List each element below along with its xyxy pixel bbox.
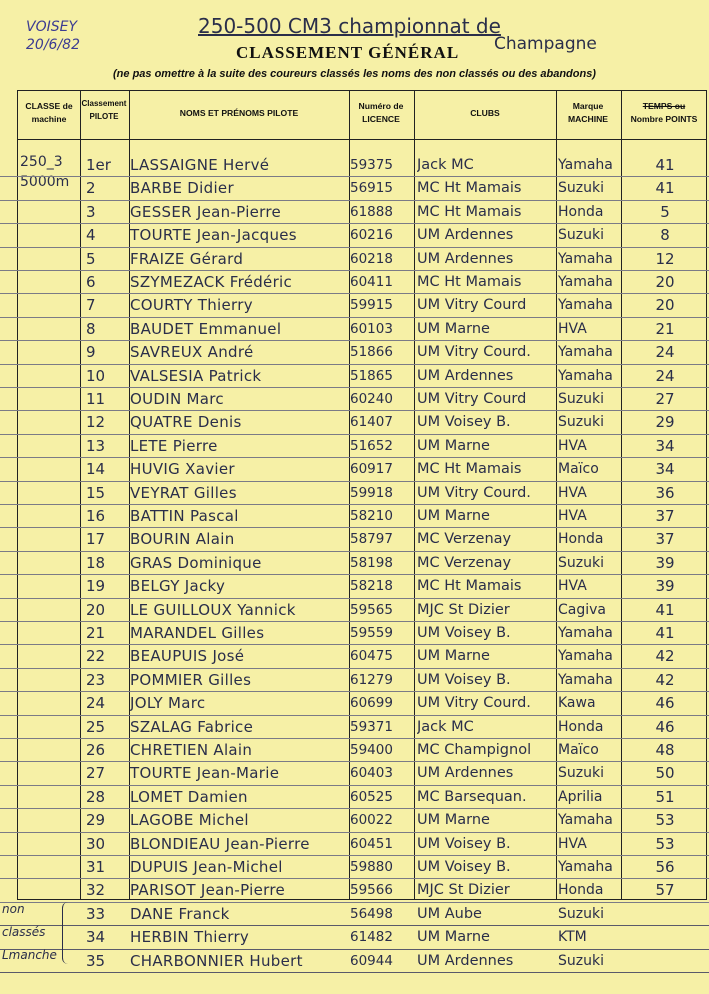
name-cell: BLONDIEAU Jean-Pierre: [130, 834, 310, 853]
unclassified-note-line3: Lmanche: [2, 948, 57, 962]
rank-cell: 23: [86, 670, 106, 689]
marque-cell: Yamaha: [558, 250, 613, 267]
marque-cell: Suzuki: [558, 180, 604, 197]
licence-cell: 61407: [350, 414, 393, 431]
name-cell: SZYMEZACK Frédéric: [130, 273, 293, 291]
name-cell: LE GUILLOUX Yannick: [130, 600, 296, 619]
table-row: [0, 644, 709, 668]
table-row: [0, 715, 709, 739]
name-cell: SZALAG Fabrice: [130, 717, 254, 736]
licence-cell: 51652: [350, 437, 393, 454]
header-divider: [18, 139, 706, 140]
club-cell: UM Marne: [417, 437, 490, 454]
rank-cell: 16: [86, 507, 106, 525]
licence-cell: 61279: [350, 671, 393, 688]
table-row: [0, 153, 709, 177]
table-row: [0, 457, 709, 481]
table-row: [0, 691, 709, 715]
rank-cell: 10: [86, 366, 106, 385]
name-cell: LETE Pierre: [130, 436, 218, 455]
points-cell: 53: [655, 811, 675, 830]
rank-cell: 11: [86, 390, 106, 408]
points-cell: 24: [655, 343, 675, 362]
licence-cell: 61888: [350, 203, 393, 220]
licence-cell: 59565: [350, 601, 393, 618]
points-cell: 41: [655, 624, 675, 642]
licence-cell: 59915: [350, 297, 393, 314]
marque-cell: Yamaha: [558, 812, 613, 829]
table-row: [0, 364, 709, 388]
top-note: [26, 18, 116, 54]
name-cell: BAUDET Emmanuel: [130, 319, 282, 338]
instruction-text: (ne pas omettre à la suite des coureurs classés les noms des non classés ou des abandons): [113, 68, 596, 80]
name-cell: LAGOBE Michel: [130, 811, 249, 830]
club-cell: MC Ht Mamais: [417, 578, 522, 595]
marque-cell: HVA: [558, 508, 587, 524]
name-cell: BEAUPUIS José: [130, 647, 245, 666]
rank-cell: 21: [86, 624, 106, 642]
club-cell: MJC St Dizier: [417, 601, 510, 618]
name-cell: BOURIN Alain: [130, 530, 235, 549]
rank-cell: 25: [86, 717, 106, 736]
marque-cell: Yamaha: [558, 648, 613, 665]
name-cell: GESSER Jean-Pierre: [130, 202, 282, 221]
rank-cell: 5: [86, 249, 96, 268]
licence-cell: 60525: [350, 788, 393, 805]
rank-cell: 13: [86, 436, 106, 455]
unclassified-row: [0, 925, 709, 949]
club-cell: UM Voisey B.: [417, 625, 511, 641]
name-cell: LOMET Damien: [130, 787, 248, 806]
licence-cell: 58218: [350, 578, 393, 595]
marque-cell: Suzuki: [558, 391, 604, 407]
table-row: [0, 293, 709, 317]
marque-cell: HVA: [558, 578, 587, 595]
licence-cell: 60451: [350, 835, 393, 852]
club-cell: UM Ardennes: [417, 367, 514, 384]
marque-cell: Suzuki: [558, 414, 604, 431]
marque-cell: Suzuki: [558, 905, 604, 922]
rank-cell: 15: [86, 483, 106, 502]
club-cell: UM Marne: [417, 812, 490, 829]
unclassified-row: [0, 949, 709, 973]
name-cell: BARBE Didier: [130, 179, 234, 198]
marque-cell: Honda: [558, 203, 604, 220]
club-cell: UM Marne: [417, 508, 490, 524]
licence-cell: 61482: [350, 929, 393, 946]
licence-cell: 59400: [350, 742, 393, 758]
region-note: Champagne: [494, 34, 597, 54]
points-cell: 48: [655, 741, 675, 759]
name-cell: JOLY Marc: [130, 694, 206, 713]
name-cell: MARANDEL Gilles: [130, 624, 265, 642]
marque-cell: Yamaha: [558, 297, 613, 314]
points-cell: 42: [655, 670, 675, 689]
points-cell: 57: [655, 881, 675, 900]
rank-cell: 9: [86, 343, 96, 362]
licence-cell: 56915: [350, 180, 393, 197]
licence-cell: 60218: [350, 250, 393, 267]
header-points-label: Nombre POINTS: [630, 114, 698, 124]
rank-cell: 14: [86, 460, 106, 479]
title-line: 250-500 CM3 championnat de: [198, 14, 501, 38]
licence-cell: 59918: [350, 484, 393, 501]
table-row: [0, 340, 709, 364]
rank-cell: 35: [86, 951, 106, 970]
header-clubs: CLUBS: [470, 108, 500, 118]
points-cell: 50: [655, 764, 675, 783]
marque-cell: Honda: [558, 882, 604, 899]
table-row: [0, 574, 709, 598]
licence-cell: 59880: [350, 859, 393, 875]
points-cell: 56: [655, 858, 675, 876]
table-row: [0, 270, 709, 294]
marque-cell: Maïco: [558, 461, 599, 478]
table-row: [0, 504, 709, 528]
rank-cell: 31: [86, 858, 106, 876]
marque-cell: Suzuki: [558, 554, 604, 571]
club-cell: UM Ardennes: [417, 765, 514, 782]
points-cell: 27: [655, 390, 675, 408]
header-temps-struck: TEMPS ou: [642, 101, 686, 111]
licence-cell: 58797: [350, 531, 393, 548]
rank-cell: 24: [86, 694, 106, 713]
rank-cell: 2: [86, 179, 96, 198]
club-cell: UM Voisey B.: [417, 859, 511, 875]
table-row: [0, 598, 709, 622]
points-cell: 20: [655, 273, 675, 291]
unclassified-note-line2: classés: [2, 925, 46, 939]
table-row: [0, 200, 709, 224]
club-cell: MJC St Dizier: [417, 882, 510, 899]
club-cell: UM Voisey B.: [417, 835, 511, 852]
points-cell: 12: [655, 249, 675, 268]
rank-cell: 7: [86, 296, 96, 315]
table-row: [0, 387, 709, 411]
club-cell: Jack MC: [417, 718, 474, 735]
table-row: [0, 527, 709, 551]
points-cell: 34: [655, 460, 675, 479]
club-cell: UM Voisey B.: [417, 414, 511, 431]
table-row: [0, 410, 709, 434]
rank-cell: 32: [86, 881, 106, 900]
name-cell: OUDIN Marc: [130, 390, 224, 408]
licence-cell: 59371: [350, 718, 393, 735]
name-cell: CHRETIEN Alain: [130, 741, 253, 759]
licence-cell: 60475: [350, 648, 393, 665]
points-cell: 41: [655, 179, 675, 198]
licence-cell: 60411: [350, 274, 393, 290]
club-cell: UM Marne: [417, 648, 490, 665]
table-row: [0, 668, 709, 692]
rank-cell: 17: [86, 530, 106, 549]
club-cell: MC Verzenay: [417, 531, 512, 548]
rank-cell: 34: [86, 928, 106, 947]
name-cell: DANE Franck: [130, 904, 230, 923]
rank-cell: 12: [86, 413, 106, 432]
name-cell: TOURTE Jean-Marie: [130, 764, 280, 783]
points-cell: 37: [655, 530, 675, 549]
marque-cell: Suzuki: [558, 952, 604, 969]
rank-cell: 1er: [86, 156, 111, 174]
club-cell: UM Ardennes: [417, 227, 514, 244]
name-cell: BATTIN Pascal: [130, 507, 239, 525]
marque-cell: Honda: [558, 531, 604, 548]
points-cell: 53: [655, 834, 675, 853]
club-cell: MC Barsequan.: [417, 788, 527, 805]
name-cell: HUVIG Xavier: [130, 460, 235, 479]
marque-cell: Maïco: [558, 742, 599, 758]
unclassified-note: [2, 898, 82, 967]
club-cell: UM Vitry Courd.: [417, 695, 531, 712]
rank-cell: 19: [86, 577, 106, 596]
licence-cell: 58210: [350, 508, 393, 524]
licence-cell: 51865: [350, 367, 393, 384]
name-cell: CHARBONNIER Hubert: [130, 951, 303, 970]
club-cell: UM Aube: [417, 905, 482, 922]
club-cell: MC Ht Mamais: [417, 274, 522, 290]
name-cell: DUPUIS Jean-Michel: [130, 858, 283, 876]
marque-cell: KTM: [558, 929, 587, 946]
licence-cell: 58198: [350, 554, 393, 571]
club-cell: UM Marne: [417, 929, 490, 946]
unclassified-note-line1: non: [2, 902, 25, 916]
club-cell: UM Voisey B.: [417, 671, 511, 688]
club-cell: MC Ht Mamais: [417, 461, 522, 478]
club-cell: UM Ardennes: [417, 952, 514, 969]
points-cell: 42: [655, 647, 675, 666]
club-cell: Jack MC: [417, 157, 474, 173]
table-row: [0, 551, 709, 575]
points-cell: 41: [655, 156, 675, 174]
name-cell: PARISOT Jean-Pierre: [130, 881, 285, 900]
class-note-line1: 250_3: [20, 154, 63, 170]
table-row: [0, 832, 709, 856]
licence-cell: 60944: [350, 952, 393, 969]
marque-cell: HVA: [558, 835, 587, 852]
licence-cell: 56498: [350, 905, 393, 922]
points-cell: 29: [655, 413, 675, 432]
table-row: [0, 855, 709, 879]
club-cell: MC Ht Mamais: [417, 180, 522, 197]
licence-cell: 60699: [350, 695, 393, 712]
marque-cell: Yamaha: [558, 671, 613, 688]
name-cell: SAVREUX André: [130, 343, 254, 362]
class-note-line2: 5000m: [20, 174, 70, 190]
rank-cell: 27: [86, 764, 106, 783]
marque-cell: Honda: [558, 718, 604, 735]
header-marque: Marque MACHINE: [567, 101, 609, 124]
header-classement: Classement PILOTE: [81, 99, 127, 121]
rank-cell: 18: [86, 553, 106, 572]
licence-cell: 60103: [350, 320, 393, 337]
marque-cell: Yamaha: [558, 274, 613, 290]
page-title: CLASSEMENT GÉNÉRAL: [236, 43, 460, 62]
date-note: 20/6/82: [26, 37, 80, 53]
rank-cell: 20: [86, 600, 106, 619]
marque-cell: Kawa: [558, 695, 596, 712]
name-cell: VALSESIA Patrick: [130, 366, 262, 385]
name-cell: LASSAIGNE Hervé: [130, 156, 270, 174]
header-classe: CLASSE de machine: [25, 101, 73, 124]
unclassified-row: [0, 902, 709, 926]
table-row: [0, 621, 709, 645]
name-cell: GRAS Dominique: [130, 553, 262, 572]
name-cell: TOURTE Jean-Jacques: [130, 226, 297, 245]
club-cell: MC Champignol: [417, 742, 532, 758]
name-cell: FRAIZE Gérard: [130, 249, 244, 268]
marque-cell: Suzuki: [558, 227, 604, 244]
marque-cell: Yamaha: [558, 157, 613, 173]
marque-cell: Yamaha: [558, 859, 613, 875]
points-cell: 51: [655, 787, 675, 806]
marque-cell: Yamaha: [558, 344, 613, 361]
name-cell: BELGY Jacky: [130, 577, 226, 596]
name-cell: QUATRE Denis: [130, 413, 242, 432]
club-cell: UM Vitry Courd.: [417, 344, 531, 361]
rank-cell: 3: [86, 202, 96, 221]
licence-cell: 60216: [350, 227, 393, 244]
rank-cell: 29: [86, 811, 106, 830]
licence-cell: 60022: [350, 812, 393, 829]
table-row: [0, 761, 709, 785]
table-row: [0, 176, 709, 200]
marque-cell: Aprilia: [558, 788, 603, 805]
rank-cell: 4: [86, 226, 96, 245]
name-cell: COURTY Thierry: [130, 296, 253, 315]
rank-cell: 8: [86, 319, 96, 338]
points-cell: 34: [655, 436, 675, 455]
header-licence: Numéro de LICENCE: [358, 101, 404, 124]
table-row: [0, 738, 709, 762]
rank-cell: 26: [86, 741, 106, 759]
rank-cell: 33: [86, 904, 106, 923]
points-cell: 24: [655, 366, 675, 385]
club-cell: UM Marne: [417, 320, 490, 337]
name-cell: HERBIN Thierry: [130, 928, 250, 947]
table-row: [0, 878, 709, 902]
header-noms: NOMS ET PRÉNOMS PILOTE: [179, 108, 299, 118]
licence-cell: 60403: [350, 765, 393, 782]
points-cell: 41: [655, 600, 675, 619]
points-cell: 46: [655, 694, 675, 713]
marque-cell: Suzuki: [558, 765, 604, 782]
licence-cell: 51866: [350, 344, 393, 361]
club-cell: UM Vitry Courd: [417, 391, 527, 407]
licence-cell: 59566: [350, 882, 393, 899]
table-row: [0, 317, 709, 341]
name-cell: POMMIER Gilles: [130, 670, 252, 689]
points-cell: 5: [660, 202, 670, 221]
rank-cell: 22: [86, 647, 106, 666]
table-row: [0, 434, 709, 458]
marque-cell: Cagiva: [558, 601, 606, 618]
points-cell: 39: [655, 577, 675, 596]
table-row: [0, 481, 709, 505]
table-row: [0, 247, 709, 271]
header-points: [620, 100, 708, 126]
points-cell: 20: [655, 296, 675, 315]
rank-cell: 30: [86, 834, 106, 853]
points-cell: 37: [655, 507, 675, 525]
points-cell: 46: [655, 717, 675, 736]
table-row: [0, 785, 709, 809]
marque-cell: HVA: [558, 437, 587, 454]
club-cell: UM Vitry Courd.: [417, 484, 531, 501]
name-cell: VEYRAT Gilles: [130, 483, 237, 502]
points-cell: 36: [655, 483, 675, 502]
rank-cell: 28: [86, 787, 106, 806]
place-note: VOISEY: [26, 19, 78, 35]
table-row: [0, 223, 709, 247]
club-cell: MC Ht Mamais: [417, 203, 522, 220]
points-cell: 8: [660, 226, 670, 245]
marque-cell: HVA: [558, 320, 587, 337]
marque-cell: Yamaha: [558, 367, 613, 384]
marque-cell: HVA: [558, 484, 587, 501]
licence-cell: 59375: [350, 157, 393, 173]
table-row: [0, 808, 709, 832]
club-cell: UM Ardennes: [417, 250, 514, 267]
licence-cell: 60240: [350, 391, 393, 407]
club-cell: UM Vitry Courd: [417, 297, 527, 314]
points-cell: 21: [655, 319, 675, 338]
licence-cell: 59559: [350, 625, 393, 641]
club-cell: MC Verzenay: [417, 554, 512, 571]
licence-cell: 60917: [350, 461, 393, 478]
points-cell: 39: [655, 553, 675, 572]
rank-cell: 6: [86, 273, 96, 291]
marque-cell: Yamaha: [558, 625, 613, 641]
